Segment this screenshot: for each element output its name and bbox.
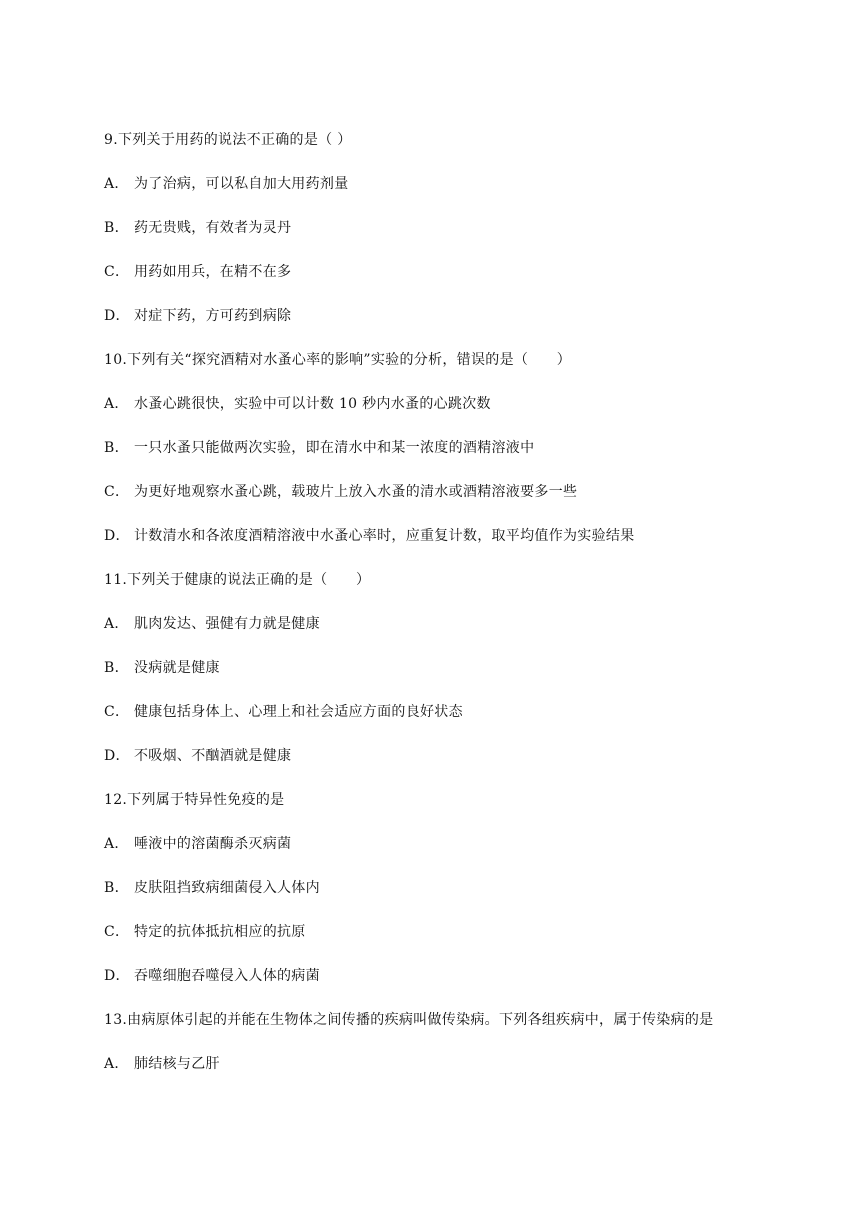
- option-letter: A．: [104, 616, 129, 632]
- question-9-option-c: [104, 262, 291, 282]
- question-12-option-d: [104, 966, 320, 986]
- option-text: 健康包括身体上、心理上和社会适应方面的良好状态: [134, 704, 463, 720]
- option-text: 计数清水和各浓度酒精溶液中水蚤心率时，应重复计数，取平均值作为实验结果: [134, 528, 635, 544]
- option-letter: C．: [104, 704, 130, 720]
- question-10-stem: 10.下列有关“探究酒精对水蚤心率的影响”实验的分析，错误的是（ ）: [104, 352, 572, 368]
- question-13-stem: 13.由病原体引起的并能在生物体之间传播的疾病叫做传染病。下列各组疾病中，属于传染病的是: [104, 1012, 714, 1028]
- question-10-option-a: [104, 394, 491, 414]
- option-text: 不吸烟、不酗酒就是健康: [134, 748, 292, 764]
- option-text: 没病就是健康: [134, 660, 220, 676]
- question-11-option-c: [104, 702, 463, 722]
- option-letter: D．: [104, 308, 130, 324]
- question-12-option-b: [104, 878, 320, 898]
- option-text: 为更好地观察水蚤心跳，载玻片上放入水蚤的清水或酒精溶液要多一些: [134, 484, 578, 500]
- option-letter: A．: [104, 176, 129, 192]
- question-11-option-d: [104, 746, 291, 766]
- option-text: 药无贵贱，有效者为灵丹: [134, 220, 292, 236]
- question-11-option-b: [104, 658, 220, 678]
- option-letter: B．: [104, 440, 129, 456]
- question-10-option-b: [104, 438, 534, 458]
- option-text: 一只水蚤只能做两次实验，即在清水中和某一浓度的酒精溶液中: [134, 440, 535, 456]
- option-letter: B．: [104, 220, 129, 236]
- option-letter: A．: [104, 836, 129, 852]
- question-9-option-d: [104, 306, 291, 326]
- option-letter: D．: [104, 748, 130, 764]
- option-text: 用药如用兵，在精不在多: [134, 264, 292, 280]
- question-10-option-c: [104, 482, 577, 502]
- option-text: 肺结核与乙肝: [134, 1056, 220, 1072]
- option-text: 水蚤心跳很快，实验中可以计数 10 秒内水蚤的心跳次数: [134, 396, 491, 412]
- option-letter: B．: [104, 660, 129, 676]
- option-letter: B．: [104, 880, 129, 896]
- option-letter: C．: [104, 264, 130, 280]
- question-9-option-a: [104, 174, 349, 194]
- question-12-option-a: [104, 834, 291, 854]
- option-text: 皮肤阻挡致病细菌侵入人体内: [134, 880, 320, 896]
- option-text: 唾液中的溶菌酶杀灭病菌: [134, 836, 292, 852]
- option-letter: A．: [104, 396, 129, 412]
- option-letter: D．: [104, 968, 130, 984]
- question-10-option-d: [104, 526, 635, 546]
- question-13-option-a: [104, 1054, 220, 1074]
- option-text: 吞噬细胞吞噬侵入人体的病菌: [134, 968, 320, 984]
- option-text: 为了治病，可以私自加大用药剂量: [134, 176, 349, 192]
- question-9-option-b: [104, 218, 291, 238]
- option-letter: C．: [104, 484, 130, 500]
- option-text: 对症下药，方可药到病除: [134, 308, 292, 324]
- question-12-stem: 12.下列属于特异性免疫的是: [104, 792, 285, 808]
- question-11-option-a: [104, 614, 320, 634]
- option-text: 肌肉发达、强健有力就是健康: [134, 616, 320, 632]
- option-letter: A．: [104, 1056, 129, 1072]
- question-11-stem: 11.下列关于健康的说法正确的是（ ）: [104, 572, 371, 588]
- question-9-stem: 9.下列关于用药的说法不正确的是（ ）: [104, 132, 352, 148]
- option-letter: C．: [104, 924, 130, 940]
- question-12-option-c: [104, 922, 306, 942]
- option-letter: D．: [104, 528, 130, 544]
- option-text: 特定的抗体抵抗相应的抗原: [134, 924, 306, 940]
